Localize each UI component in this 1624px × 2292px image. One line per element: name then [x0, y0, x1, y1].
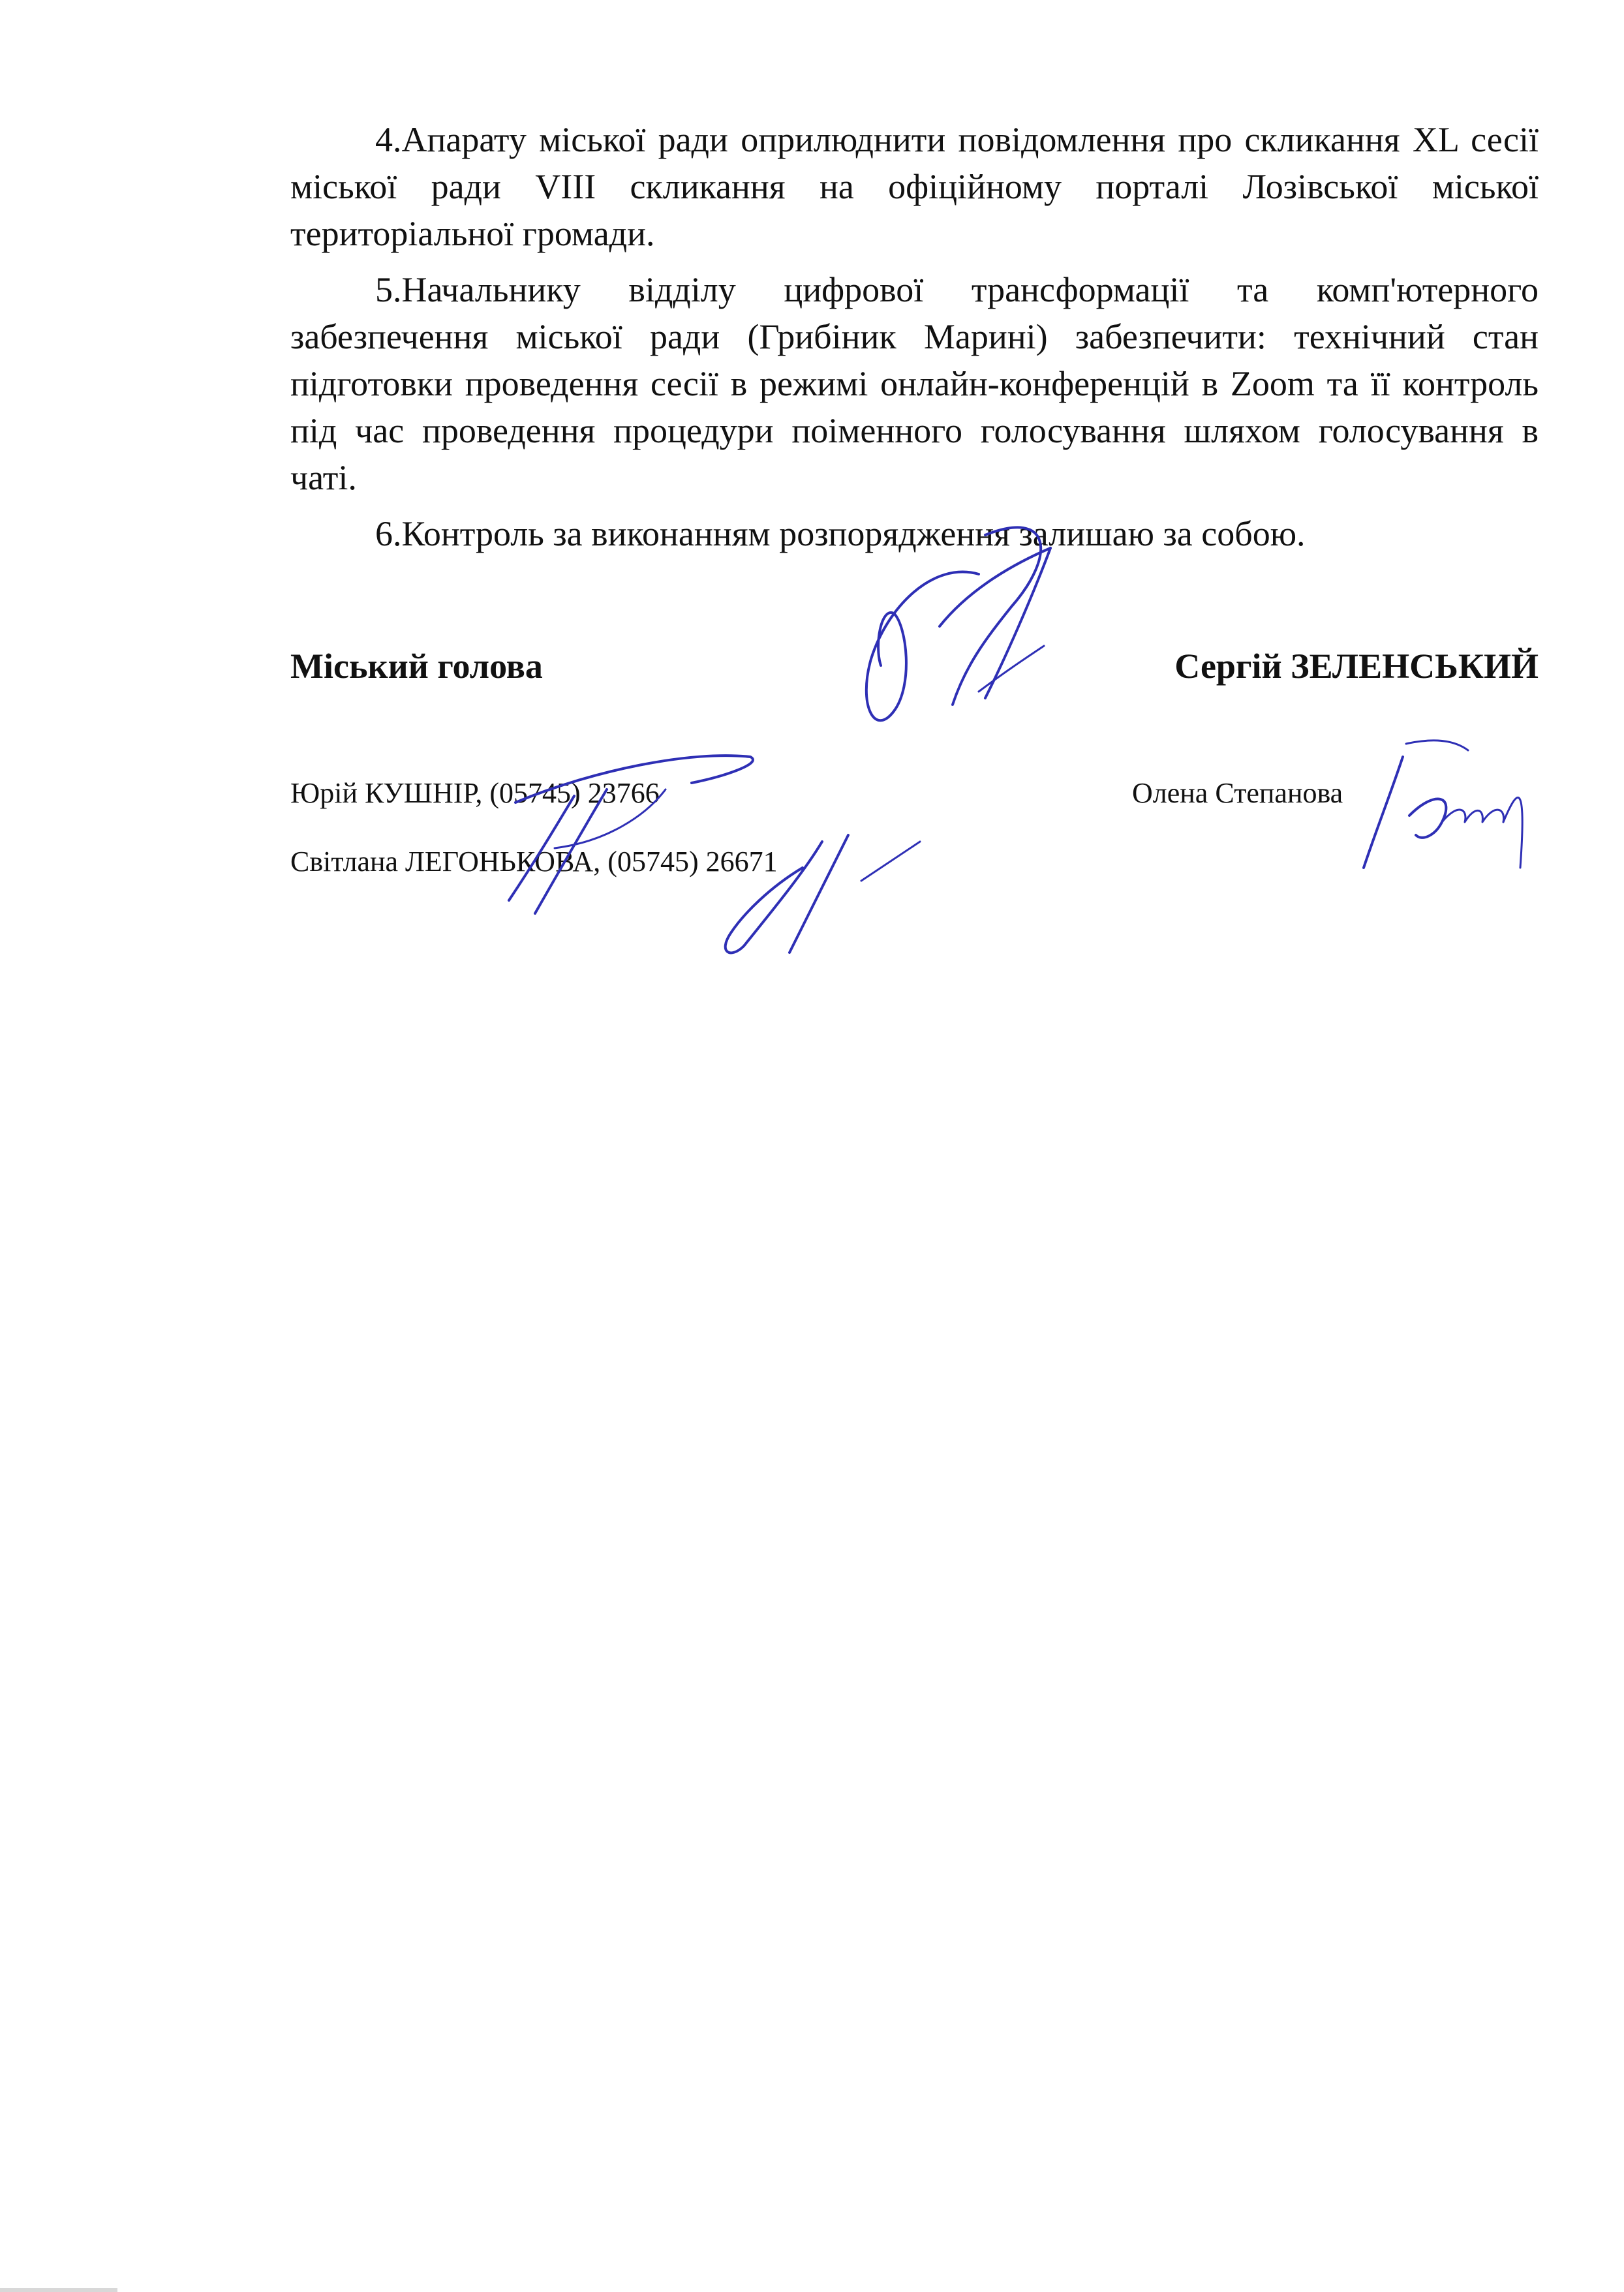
contact-legonkova: Світлана ЛЕГОНЬКОВА, (05745) 26671 — [290, 846, 778, 878]
approval-signature-1 — [476, 731, 803, 940]
paragraph-4: 4.Апарату міської ради оприлюднити повідомлення про скликання XL сесії міської ради VIII скликання на офіційному порталі Лозівської міської територіальної громади. — [290, 120, 1539, 253]
approval-signature-2 — [692, 816, 927, 972]
stepanova-signature — [1344, 731, 1540, 881]
contact-kushnir: Юрій КУШНІР, (05745) 23766 — [290, 777, 660, 809]
paragraph-5: 5.Начальнику відділу цифрової трансформації та комп'ютерного забезпечення міської ради (Грибіник Марині) забезпечити: технічний стан підготовки проведення сесії в режимі онлайн-конференцій в Zoom та її контроль під час проведення процедури поіменного голосування шляхом голосування в чаті. — [290, 270, 1539, 497]
signatory-name: Сергій ЗЕЛЕНСЬКИЙ — [1174, 647, 1539, 686]
document-body — [290, 116, 1539, 557]
signature-block — [290, 646, 1539, 698]
signatory-title: Міський голова — [290, 647, 543, 686]
scan-edge-mark — [0, 2288, 117, 2292]
paragraph-6: 6.Контроль за виконанням розпорядження залишаю за собою. — [375, 514, 1306, 553]
contact-stepanova: Олена Степанова — [1132, 777, 1343, 809]
